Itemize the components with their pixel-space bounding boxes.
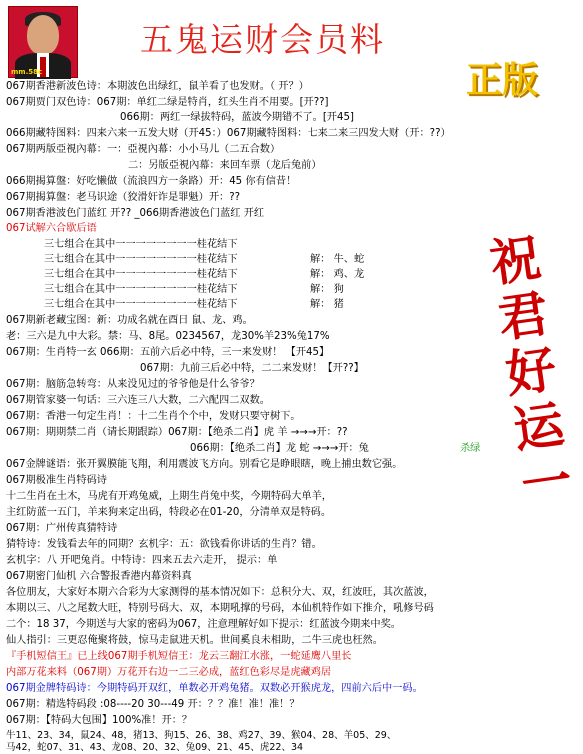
text-line: 066期：两红一绿拔特码，蓝波今期错不了。[开45] (120, 112, 354, 123)
text-line: 067期新老藏宝图：新：功成名就在酉日 鼠、龙、鸡。 (6, 315, 253, 326)
text-line: 本期以三、八之尾数大旺，特别号码大、双，本期吼撑的号码，本仙机特作如下推介，吼修号码 (6, 603, 434, 614)
text-line: 老：三六是九中大彩。禁：马、8尾。0234567，龙30%羊23%兔17% (6, 331, 330, 342)
text-line: 十二生肖在土木，马虎有开鸡兔威，上期生肖兔中奖，今期特码大单羊， (6, 491, 332, 502)
text-line: 『手机短信王』已上线067期手机短信王：龙云三翻江水涨，一蛇延鹰八里长 (6, 651, 352, 662)
text-line: 067期：香港一句定生肖！：十二生肖个个中，发财只要守树下。 (6, 411, 301, 422)
text-line: 二个：18 37，今期送与大家的密码为067，注意理解好如下提示：红蓝波今期来中奖。 (6, 619, 401, 630)
text-line: 二：另版亞視內幕：来回车票（龙后兔前） (128, 160, 322, 171)
text-line: 066期：【绝杀二肖】龙 蛇 →→→开：兔 (190, 443, 369, 454)
text-line: 067期：期期禁二肖（请长期跟踪）067期：【绝杀二肖】虎 羊 →→→开：?? (6, 427, 348, 438)
text-line: 067期：广州传真猜特诗 (6, 523, 118, 534)
text-line: 内部万花来料（067期）万花开右边一二三必成，蓝红色彩尽是虎藏鸡居 (6, 667, 332, 678)
text-line: 067期两版亞視內幕：一：亞視內幕：小小马儿（二五合数） (6, 144, 281, 155)
text-line: 066期藏特图料：四来六来一五发大财（开45：）067期藏特图料：七来二来三四发大财（开：??） (6, 128, 451, 139)
genuine-badge: 正版 (466, 59, 539, 101)
text-line: 067期管家婆一句话：三六连三八大数，二六配四二双数。 (6, 395, 270, 406)
page-title: 五鬼运财会员料 (140, 20, 385, 59)
text-line: 067期：脑筋急转弯：从来没见过的爷爷他是什么爷爷？ (6, 379, 260, 390)
answer: 解： 鸡、龙 (310, 269, 365, 280)
blessing-vertical: 祝 君 好 运 一 (486, 227, 576, 516)
text-line: 067期密门仙机 六合警报香港内幕资料真 (6, 571, 192, 582)
text-line: 067期：九前三后必中特，二二来发财！【开??】 (140, 363, 364, 374)
text-line: 三七组合在其中一一一一一一一一桂花结下 (44, 299, 238, 310)
answer: 解： 牛、蛇 (310, 254, 365, 265)
text-line: 067期揭算盤：老马识途（狡滑奸诈是罪魁）开：?? (6, 192, 241, 203)
text-line: 067期：【特码大包围】100%准！开：？ (6, 715, 193, 726)
text-line: 三七组合在其中一一一一一一一一桂花结下 (44, 284, 238, 295)
text-line: 067期香港波色门蓝红 开?? _066期香港波色门蓝红 开红 (6, 208, 265, 219)
text-line: 066期揭算盤：好吃懒做（流浪四方一条路）开：45 你有信昔！ (6, 176, 297, 187)
section-heading: 067试解六合歇后语 (6, 223, 97, 234)
text-line: 各位朋友，大家好本期六合彩为大家测得的基本情况如下：总积分大、双，红波旺，其次蓝波， (6, 587, 434, 598)
text-line: 三七组合在其中一一一一一一一一桂花结下 (44, 239, 238, 250)
portrait-watermark: mm.58c (11, 68, 43, 76)
text-line: 067期贾门双色诗：067期：单红二绿是特肖，红头生肖不用要。[开??] (6, 97, 329, 108)
text-line: 仙人指引：三更忍俺聚将鼓，惊马走鼠进天机。世间奚良未相助，二牛三虎也枉然。 (6, 635, 383, 646)
text-line: 067期金牌特码诗：今期特码开双红，单数必开鸡兔猪。双数必开猴虎龙，四前六后中一码。 (6, 683, 423, 694)
text-line: 猜特诗：发钱看去年的同期？玄机字：五：欲钱看你讲话的生肖？错。 (6, 539, 322, 550)
text-line: 三七组合在其中一一一一一一一一桂花结下 (44, 254, 238, 265)
text-line: 067金牌谜语：张开翼膜能飞翔，利用震波飞方向。别看它是睁眼瞎，晚上捕虫数它强。 (6, 459, 403, 470)
text-line: 三七组合在其中一一一一一一一一桂花结下 (44, 269, 238, 280)
answer: 解： 狗 (310, 284, 344, 295)
green-label: 杀绿 (460, 443, 481, 454)
answer: 解： 猪 (310, 299, 344, 310)
text-line: 马42，蛇07、31、43、龙08、20、32、兔09、21、45、虎22、34 (6, 742, 304, 753)
text-line: 067期极准生肖特码诗 (6, 475, 107, 486)
text-line: 玄机字：八 开吧兔肖。中特诗：四来五去六走开， 提示：单 (6, 555, 278, 566)
text-line: 067期：生肖特一玄 066期：五前六后必中特，三一来发财！ 【开45】 (6, 347, 330, 358)
text-line: 067期香港新波色诗：本期波色出绿红，鼠羊看了也发财。（ 开？） (6, 81, 309, 92)
text-line: 主红防蓝一五门，羊来狗来定出码，特段必在01-20，分清单双是特码。 (6, 507, 332, 518)
avatar (8, 6, 78, 78)
text-line: 牛11、23、34，鼠24、48，猪13、狗15、26、38、鸡27、39、猴04、28、羊05、29、 (6, 730, 397, 741)
text-line: 067期：精选特码段 :08----20 30---49 开：？？准！准！准！？ (6, 699, 300, 710)
